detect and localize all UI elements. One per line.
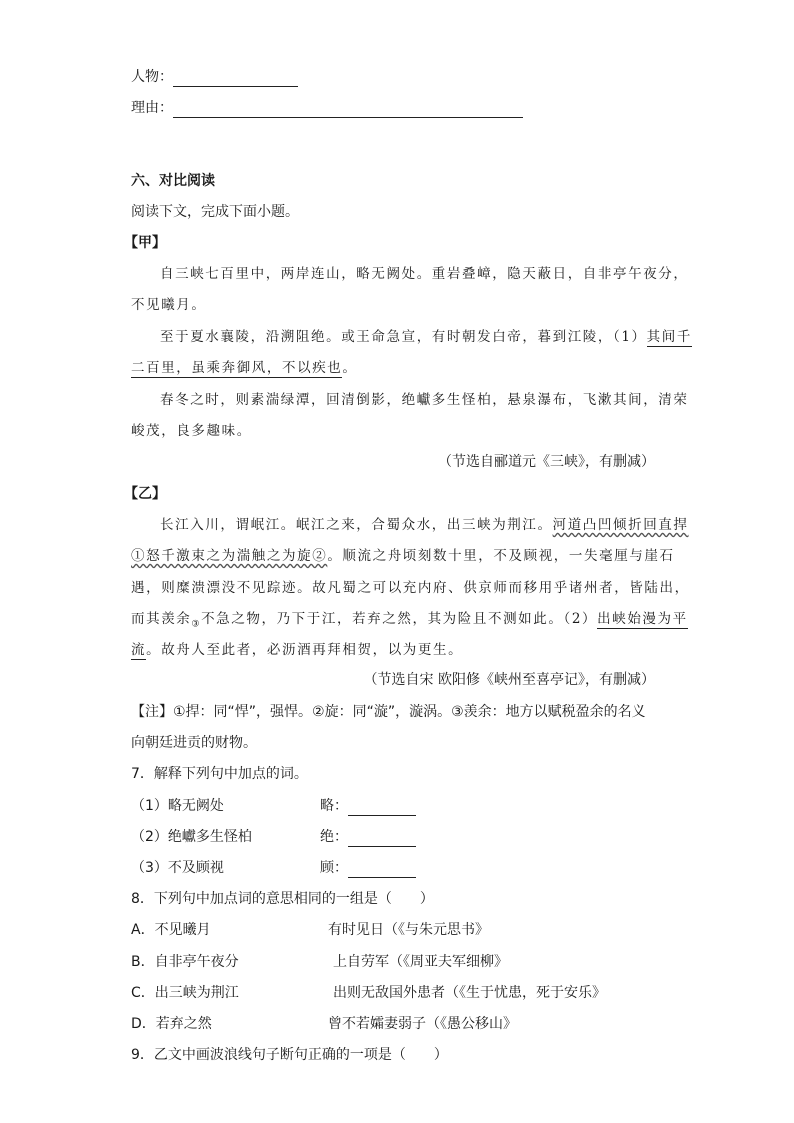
q7-item-1-blank[interactable] [348, 800, 416, 816]
reason-label: 理由： [131, 100, 173, 116]
q8-option-c-left[interactable]: C．出三峡为荆江 [131, 985, 239, 1001]
jia-underlined-sentence-part1: 其间千 [646, 329, 692, 345]
yi-line5 [131, 640, 463, 660]
yi-line2 [131, 546, 675, 566]
q8-option-a-right: 有时见日（《与朱元思书》 [328, 922, 489, 938]
yi-line1 [160, 515, 689, 535]
jia-p1-line2: 不见曦月。 [131, 297, 207, 313]
jia-p3-line2: 峻茂，良多趣味。 [131, 423, 252, 439]
q7-item-1-answer [320, 796, 416, 816]
jia-p2-line1-text: 至于夏水襄陵，沿溯阻绝。或王命急宣，有时朝发白帝，暮到江陵，（1） [160, 329, 647, 345]
q7-item-3-answer [320, 858, 416, 878]
q8-option-a-left[interactable]: A．不见曦月 [131, 922, 211, 938]
person-answer-blank[interactable] [173, 71, 298, 87]
reason-answer-blank[interactable] [173, 102, 523, 118]
q7-item-1-word: 略： [320, 798, 348, 814]
yi-line1-text: 长江入川，谓岷江。岷江之来，合蜀众水，出三峡为荆江。 [160, 517, 553, 533]
q8-option-b-left[interactable]: B．自非亭午夜分 [131, 954, 239, 970]
section-heading: 六、对比阅读 [131, 173, 215, 189]
jia-p3-line1: 春冬之时，则素湍绿潭，回清倒影，绝巘多生怪柏，悬泉瀑布，飞漱其间，清荣 [160, 392, 689, 408]
yi-source: （节选自宋 欧阳修《峡州至喜亭记》，有删减） [363, 672, 655, 688]
q7-stem: 7．解释下列句中加点的词。 [131, 766, 308, 782]
q7-item-1-phrase: （1）略无阙处 [131, 798, 224, 814]
yi-line4-text-a: 而其羡余 [131, 611, 192, 627]
jia-p2-line1 [160, 327, 692, 347]
notes-line1: 【注】①捍：同“悍”，强悍。②旋：同“漩”，漩涡。③羡余：地方以赋税盈余的名义 [131, 704, 646, 720]
q8-option-b-right: 上自劳军（《周亚夫军细柳》 [333, 954, 508, 970]
yi-wavy-sentence-part1: 河道凸凹倾折回直捍 [552, 517, 689, 533]
q9-stem: 9．乙文中画波浪线句子断句正确的一项是（ ） [131, 1047, 448, 1063]
jia-p1-line1: 自三峡七百里中，两岸连山，略无阙处。重岩叠嶂，隐天蔽日，自非亭午夜分， [160, 266, 689, 282]
person-label: 人物： [131, 69, 173, 85]
q8-stem: 8．下列句中加点词的意思相同的一组是（ ） [131, 891, 434, 907]
q8-option-d-right: 曾不若孀妻弱子（《愚公移山》 [328, 1016, 517, 1032]
yi-line2-text: 。顺流之舟顷刻数十里，不及顾视，一失毫厘与崖石 [327, 548, 675, 564]
q7-item-3-phrase: （3）不及顾视 [131, 860, 224, 876]
q7-item-2-answer [320, 827, 416, 847]
yi-underlined-sentence-part2: 流 [131, 642, 147, 658]
q7-item-3-blank[interactable] [348, 862, 416, 878]
q8-option-d-left[interactable]: D．若弃之然 [131, 1016, 212, 1032]
jia-p2-line2 [131, 358, 358, 378]
q8-option-c-right: 出则无敌国外患者（《生于忧患，死于安乐》 [333, 985, 606, 1001]
jia-p2-line2-end: 。 [342, 360, 358, 376]
yi-label: 【乙】 [124, 486, 166, 502]
q7-item-2-blank[interactable] [348, 831, 416, 847]
yi-line4 [131, 609, 688, 635]
jia-underlined-sentence-part2: 二百里，虽乘奔御风，不以疾也 [131, 360, 343, 376]
jia-source: （节选自郦道元《三峡》，有删减） [438, 454, 655, 470]
yi-line5-text: 。故舟人至此者，必沥酒再拜相贺，以为更生。 [146, 642, 464, 658]
section-instruction: 阅读下文，完成下面小题。 [131, 204, 299, 220]
reason-fill-row [131, 98, 523, 118]
yi-note3-marker: ③ [191, 619, 202, 630]
q7-item-2-phrase: （2）绝巘多生怪柏 [131, 829, 252, 845]
yi-line3: 遇，则糜溃漂没不见踪迹。故凡蜀之可以充内府、供京师而移用乎诸州者，皆陆出， [131, 580, 690, 596]
yi-wavy-sentence-part2: ①怒千激束之为湍触之为旋② [131, 548, 328, 564]
yi-underlined-sentence-part1: 出峡始漫为平 [597, 611, 688, 627]
person-fill-row [131, 67, 298, 87]
q7-item-3-word: 顾： [320, 860, 348, 876]
notes-line2: 向朝廷进贡的财物。 [131, 735, 257, 751]
jia-label: 【甲】 [124, 235, 166, 251]
yi-line4-text-b: 不急之物，乃下于江，若弃之然，其为险且不测如此。（2） [201, 611, 598, 627]
q7-item-2-word: 绝： [320, 829, 348, 845]
